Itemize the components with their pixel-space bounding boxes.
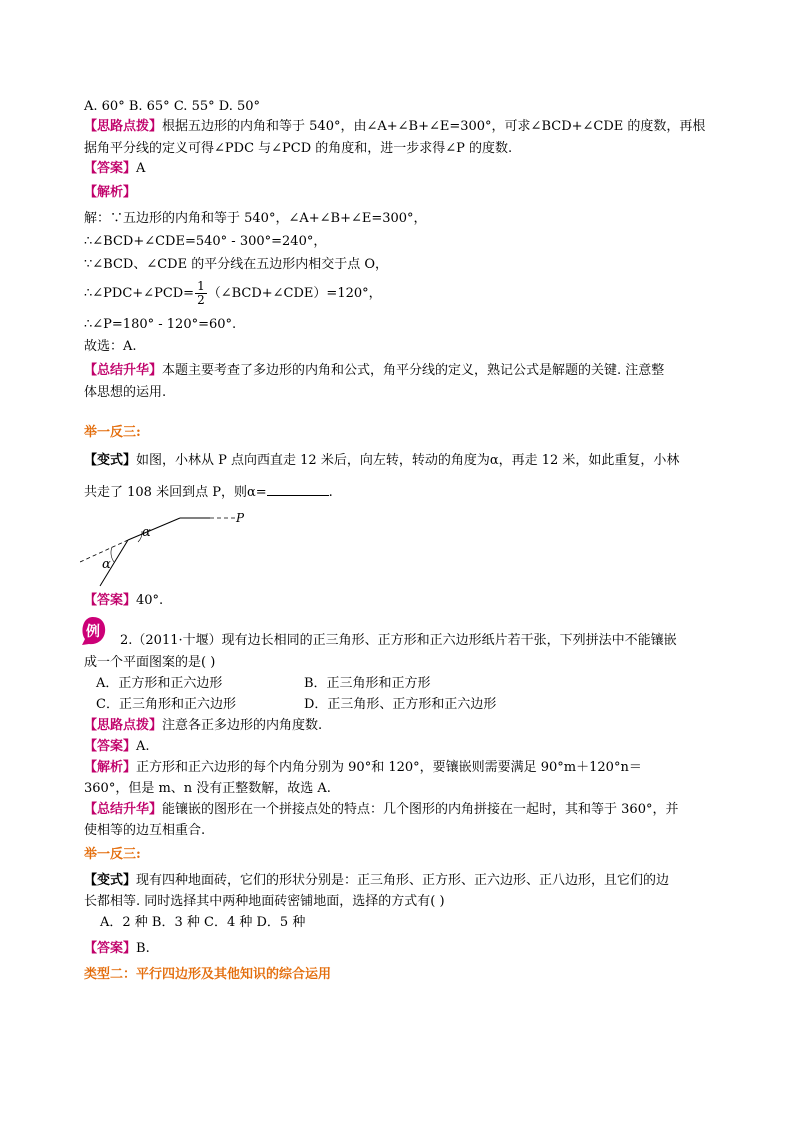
variant2-text-1: 现有四种地面砖，它们的形状分别是：正三角形、正方形、正六边形、正八边形，且它们的边 [136, 873, 670, 888]
alpha-label-upper: α [142, 525, 151, 540]
variant1-answer-value: 40°. [136, 593, 164, 608]
example2-summary-text-1: 能镶嵌的图形在一个拼接点处的特点：几个图形的内角拼接在一起时，其和等于 360°，并 [162, 802, 679, 817]
summary-text-1: 本题主要考查了多边形的内角和公式，角平分线的定义，熟记公式是解题的关键. 注意整 [162, 363, 665, 378]
variant1-text-2: 共走了 108 米回到点 P，则α= [84, 485, 267, 500]
solution-line-5: ∴∠P=180° - 120°=60°. [84, 317, 237, 332]
example2-hint-text: 注意各正多边形的内角度数. [162, 718, 323, 733]
hint-tag: 【思路点拨】 [84, 119, 163, 134]
section-title: 类型二：平行四边形及其他知识的综合运用 [84, 967, 332, 982]
point-p-label: P [236, 511, 245, 525]
example2-analysis-2: 360°，但是 m、n 没有正整数解，故选 A. [84, 781, 331, 796]
variant-heading-1: 举一反三: [84, 425, 141, 440]
variant2-line-2: 长都相等. 同时选择其中两种地面砖密铺地面，选择的方式有( ) [84, 894, 445, 909]
badge-text: 例 [86, 624, 100, 640]
variant1-tag: 【变式】 [84, 453, 137, 468]
answer-blank [267, 482, 329, 496]
hint-text-1: 根据五边形的内角和等于 540°，由∠A+∠B+∠E=300°，可求∠BCD+∠CDE 的度数，再根 [162, 119, 706, 134]
answer-line [84, 160, 145, 178]
example2-answer [84, 738, 150, 756]
example2-hint-tag: 【思路点拨】 [84, 718, 163, 733]
example-badge-icon [80, 616, 106, 646]
example2-analysis-text-1: 正方形和正六边形的每个内角分别为 90°和 120°，要镶嵌则需要满足 90°m＋120°n＝ [136, 760, 642, 775]
variant2-answer [84, 940, 150, 958]
example2-summary-1 [84, 801, 678, 819]
example2-answer-tag: 【答案】 [84, 739, 137, 754]
solution-line-4 [84, 280, 382, 307]
example2-summary-2: 使相等的边互相重合. [84, 823, 206, 838]
hint-line-2: 据角平分线的定义可得∠PDC 与∠PCD 的角度和，进一步求得∠P 的度数. [84, 141, 513, 156]
example2-answer-value: A. [136, 739, 150, 754]
alpha-label-lower: α [102, 557, 111, 572]
variant2-tag: 【变式】 [84, 873, 137, 888]
example2-hint [84, 717, 322, 735]
option-c: C．正三角形和正六边形 [96, 697, 236, 712]
variant2-line-1 [84, 872, 669, 890]
example2-summary-tag: 【总结升华】 [84, 802, 163, 817]
variant1-answer [84, 592, 163, 610]
variant-heading-2: 举一反三: [84, 847, 141, 862]
option-a: A．正方形和正六边形 [96, 676, 223, 691]
example2-analysis-1 [84, 759, 642, 777]
answer-value: A [136, 161, 146, 176]
variant2-answer-value: B. [136, 941, 150, 956]
answer-options: A. 60° B. 65° C. 55° D. 50° [84, 99, 261, 114]
option-b: B．正三角形和正方形 [304, 676, 431, 691]
solution-line-3: ∵∠BCD、∠CDE 的平分线在五边形内相交于点 O， [84, 257, 389, 272]
solution-4-prefix: ∴∠PDC+∠PCD= [84, 286, 195, 301]
solution-4-suffix: （∠BCD+∠CDE）=120°， [207, 286, 382, 301]
solution-line-1: 解：∵五边形的内角和等于 540°，∠A+∠B+∠E=300°， [84, 211, 427, 226]
variant1-line-1 [84, 452, 679, 470]
variant2-answer-tag: 【答案】 [84, 941, 137, 956]
example2-line-1: 2.（2011·十堰）现有边长相同的正三角形、正方形和正六边形纸片若干张，下列拼法中不能镶嵌 [120, 633, 677, 648]
option-d: D．正三角形、正方形和正六边形 [304, 697, 497, 712]
example2-analysis-tag: 【解析】 [84, 760, 137, 775]
summary-tag: 【总结升华】 [84, 363, 163, 378]
hint-line-1 [84, 118, 705, 136]
summary-line-2: 体思想的运用. [84, 385, 167, 400]
summary-line-1 [84, 362, 664, 380]
analysis-tag-line [84, 184, 136, 202]
example2-line-2: 成一个平面图案的是( ) [84, 655, 216, 670]
fraction-numerator: 1 [197, 279, 205, 293]
path-segment-upper [128, 518, 180, 540]
answer-tag: 【答案】 [84, 161, 137, 176]
solution-line-2: ∴∠BCD+∠CDE=540° - 300°=240°， [84, 234, 327, 249]
fraction-denominator: 2 [197, 293, 205, 307]
variant1-line-2 [84, 482, 333, 502]
analysis-tag: 【解析】 [84, 185, 137, 200]
variant1-answer-tag: 【答案】 [84, 593, 137, 608]
variant1-text-1: 如图，小林从 P 点向西直走 12 米后，向左转，转动的角度为α，再走 12 米，如此重复，小林 [136, 453, 680, 468]
variant1-text-2-end: . [328, 485, 333, 500]
fraction-half [195, 280, 207, 307]
solution-line-6: 故选：A. [84, 339, 137, 354]
variant2-options: A．2 种 B．3 种 C．4 种 D．5 种 [100, 915, 306, 930]
walking-path-figure [80, 506, 260, 588]
angle-arc-lower [111, 547, 114, 562]
